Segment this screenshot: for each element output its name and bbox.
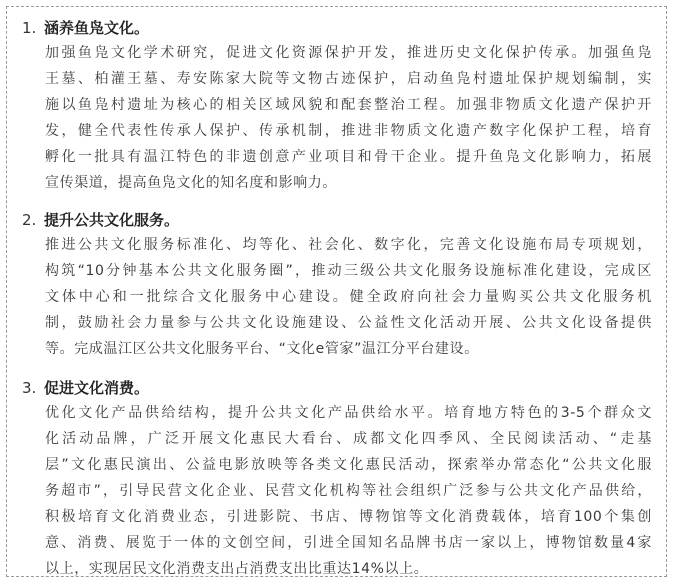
body-line: 务超市”，引导民营文化企业、民营文化机构等社会组织广泛参与公共文化产品供给， [45,483,652,499]
section-public-services [22,209,652,362]
body-line: 层”文化惠民演出、公益电影放映等各类文化惠民活动，探索举办常态化“公共文化服 [45,457,652,473]
body-line: 发，健全代表性传承人保护、传承机制，推进非物质文化遗产数字化保护工程，培育 [45,123,652,139]
body-line: 等。完成温江区公共文化服务平台、“文化e管家”温江分平台建设。 [45,341,479,357]
section-body [45,232,652,362]
body-line: 宣传渠道，提高鱼凫文化的知名度和影响力。 [45,175,337,191]
section-title: 促进文化消费。 [44,379,150,397]
section-heading [22,377,652,399]
body-line: 孵化一批具有温江特色的非遗创意产业项目和骨干企业。提升鱼凫文化影响力，拓展 [45,149,652,165]
section-title: 提升公共文化服务。 [44,211,180,229]
section-culture-heritage [22,17,652,196]
section-heading [22,17,652,39]
body-line: 推进公共文化服务标准化、均等化、社会化、数字化，完善文化设施布局专项规划， [45,237,652,253]
body-line: 文体中心和一批综合文化服务中心建设。健全政府向社会力量购买公共文化服务机 [45,289,652,305]
body-line: 施以鱼凫村遗址为核心的相关区域风貌和配套整治工程。加强非物质文化遗产保护开 [45,97,652,113]
body-line: 化活动品牌，广泛开展文化惠民大看台、成都文化四季风、全民阅读活动、“走基 [45,431,652,447]
body-line: 以上，实现居民文化消费支出占消费支出比重达14%以上。 [45,561,429,577]
section-body [45,40,652,196]
body-line: 构筑“10分钟基本公共文化服务圈”，推动三级公共文化服务设施标准化建设，完成区 [45,263,652,279]
section-number: 1. [22,19,37,37]
section-cultural-consumption [22,377,652,582]
section-number: 2. [22,211,37,229]
body-line: 意、消费、展览于一体的文创空间，引进全国知名品牌书店一家以上，博物馆数量4家 [45,535,652,551]
body-line: 制，鼓励社会力量参与公共文化设施建设、公益性文化活动开展、公共文化设备提供 [45,315,652,331]
section-heading [22,209,652,231]
section-body [45,400,652,582]
body-line: 积极培育文化消费业态，引进影院、书店、博物馆等文化消费载体，培育100个集创 [45,509,652,525]
body-line: 优化文化产品供给结构，提升公共文化产品供给水平。培育地方特色的3-5个群众文 [45,405,652,421]
body-line: 加强鱼凫文化学术研究，促进文化资源保护开发，推进历史文化保护传承。加强鱼凫 [45,45,652,61]
section-title: 涵养鱼凫文化。 [44,19,150,37]
body-line: 王墓、柏灌王墓、寿安陈家大院等文物古迹保护，启动鱼凫村遗址保护规划编制，实 [45,71,652,87]
section-number: 3. [22,379,37,397]
